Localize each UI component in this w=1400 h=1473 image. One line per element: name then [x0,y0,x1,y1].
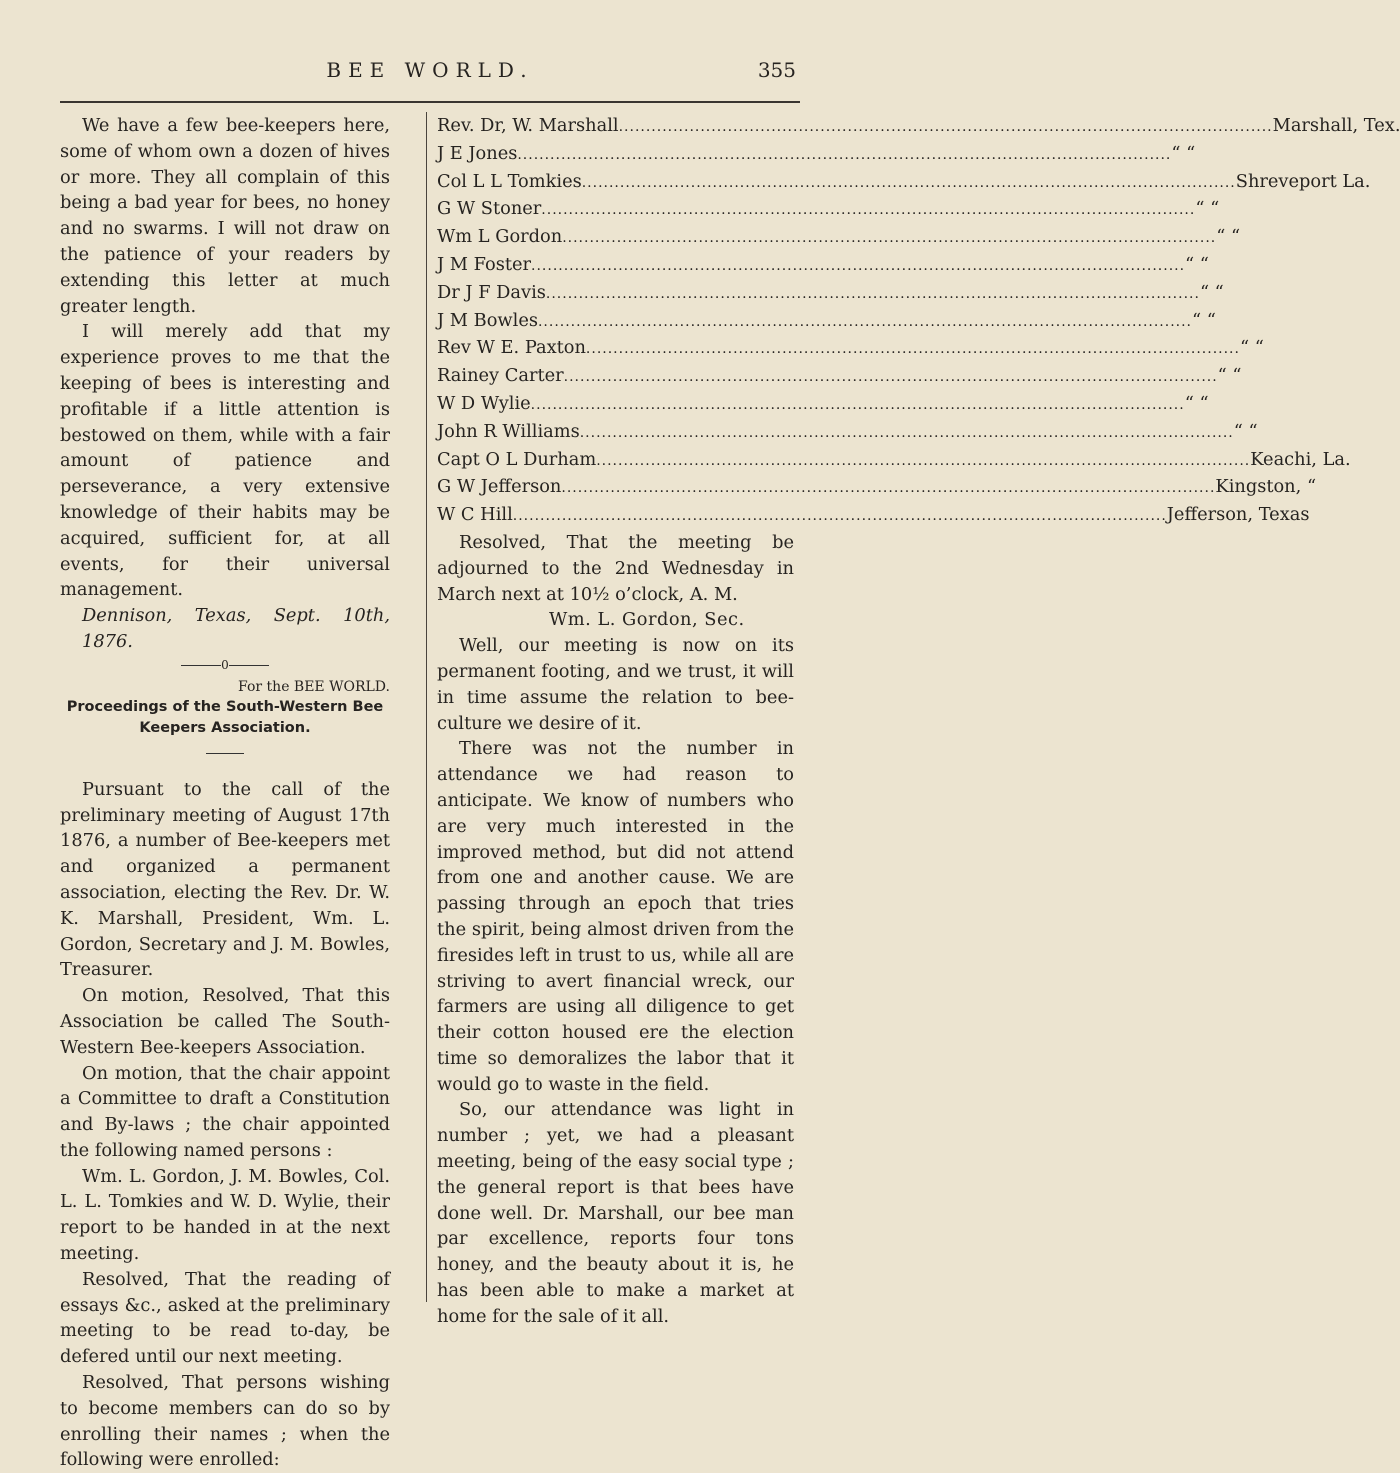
leader-dots: ........................................................................................................................ [563,369,1218,386]
closing-paragraph: So, our attendance was light in number ; yet, we had a pleasant meeting, being of the easy social type ; the general report is that bees have done well. Dr. Marshall, our bee man par excellence, reports four tons honey, and the beauty about it is, he has been able to make a market at home for the sale of it all. [437,1099,794,1327]
member-name: Capt O L Durham [437,448,597,470]
member-place: Jefferson, Texas [1166,504,1310,526]
leader-dots: ........................................................................................................................ [581,174,1236,191]
header-rule [60,101,800,103]
roster-row [437,308,1216,336]
leader-dots: ........................................................................................................................ [585,341,1240,358]
member-place: “ “ [1216,226,1241,248]
member-place: Kingston, “ [1215,476,1317,498]
leader-dots: ........................................................................................................................ [561,480,1216,497]
article-paragraph: Pursuant to the call of the preliminary meeting of August 17th 1876, a number of Bee-keepers met and organized a permanent association, electing the Rev. Dr. W. K. Marshall, President, Wm. L. Gordon, Secretary and J. M. Bowles, Treasurer. [60,778,390,981]
secretary-signature: Wm. L. Gordon, Sec. [549,609,745,631]
roster-row [437,363,1242,391]
roster-row [437,224,1241,252]
article-paragraph: Resolved, That persons wishing to become members can do so by enrolling their names ; when the following were enrolled: [60,1372,390,1471]
letter-paragraph: We have a few bee-keepers here, some of whom own a dozen of hives or more. They all complain of this being a bad year for bees, no honey and no swarms. I will not draw on the patience of your readers by extending this letter at much greater length. [60,115,390,317]
source-note: For the BEE WORLD. [238,678,390,695]
member-name: Col L L Tomkies [437,170,582,192]
member-place: Keachi, La. [1250,448,1351,470]
leader-dots: ........................................................................................................................ [562,230,1217,247]
member-name: Rev W E. Paxton [437,337,586,359]
roster-row [437,391,1209,419]
member-name: Dr J F Davis [437,281,546,303]
member-place: “ “ [1184,392,1209,414]
member-place: “ “ [1185,253,1209,275]
member-place: “ “ [1217,365,1242,387]
article-paragraph: Wm. L. Gordon, J. M. Bowles, Col. L. L. Tomkies and W. D. Wylie, their report to be handed in at the next meeting. [60,1165,390,1265]
member-name: W D Wylie [437,392,531,414]
member-name: John R Williams [437,420,580,442]
running-title: BEE WORLD. [326,58,534,82]
right-column [437,113,1400,1330]
member-name: G W Stoner [437,198,542,220]
member-name: G W Jefferson [437,476,562,498]
member-roster [437,113,1400,530]
closing-paragraph: Well, our meeting is now on its permanent footing, and we trust, it will in time assume the relation to bee-culture we desire of it. [437,635,794,734]
adjournment-paragraph: Resolved, That the meeting be adjourned to the 2nd Wednesday in March next at 10½ o’clock, A. M. [437,531,794,605]
leader-dots: ........................................................................................................................ [545,285,1200,302]
member-place: Shreveport La. [1235,170,1371,192]
closing-paragraph: There was not the number in attendance we had reason to anticipate. We know of numbers who are very much interested in the improved method, but did not attend from one and another cause. We are passing through an epoch that tries the spirit, being almost driven from the firesides left in trust to us, while all are striving to avert financial wreck, our farmers are using all diligence to get their cotton housed ere the election time so demoralizes the labor that it would go to waste in the field. [437,738,794,1095]
member-name: J E Jones [437,142,518,164]
roster-row [437,196,1220,224]
letter-signature-line: Dennison, Texas, Sept. 10th, 1876. [82,605,390,652]
member-place: Marshall, Tex. [1272,115,1400,136]
leader-dots: ........................................................................................................................ [517,146,1172,163]
leader-dots: ........................................................................................................................ [531,257,1186,274]
separator-line [229,665,269,666]
roster-row [437,335,1264,363]
article-heading: Proceedings of the South-Western Bee Keepers Association. [66,698,384,736]
leader-dots: ........................................................................................................................ [541,202,1196,219]
heading-rule [206,753,244,754]
roster-row [437,280,1224,308]
roster-row [437,419,1258,447]
member-place: “ “ [1199,281,1224,303]
left-column [60,113,390,1473]
article-paragraph: On motion, Resolved, That this Association be called The South-Western Bee-keepers Association. [60,985,390,1058]
member-name: Rev. Dr, W. Marshall [437,115,619,136]
article-paragraph: Resolved, That the reading of essays &c., asked at the preliminary meeting to be read to-day, be defered until our next meeting. [60,1268,390,1368]
column-rule [426,112,427,1302]
page-header [60,58,800,88]
leader-dots: ........................................................................................................................ [512,508,1167,525]
member-place: “ “ [1192,309,1216,331]
member-name: J M Foster [437,253,532,275]
roster-row [437,474,1317,502]
roster-row [437,502,1310,530]
roster-row [437,252,1209,280]
member-name: W C Hill [437,504,513,526]
member-name: J M Bowles [437,309,538,331]
member-place: “ “ [1195,198,1220,220]
leader-dots: ........................................................................................................................ [596,452,1251,469]
letter-paragraph: I will merely add that my experience proves to me that the keeping of bees is interesting and profitable if a little attention is bestowed on them, while with a fair amount of patience and perseverance, a very extensive knowledge of their habits may be acquired, sufficient for, at all events, for their universal management. [60,321,390,601]
roster-row [437,113,1400,141]
member-place: “ “ [1233,420,1258,442]
leader-dots: ........................................................................................................................ [530,396,1185,413]
separator-line [181,665,221,666]
member-place: “ “ [1171,142,1196,164]
roster-row [437,447,1351,475]
roster-row [437,169,1371,197]
section-separator [60,655,390,677]
leader-dots: ........................................................................................................................ [579,424,1234,441]
member-name: Rainey Carter [437,365,564,387]
leader-dots: ........................................................................................................................ [618,119,1273,135]
roster-row [437,141,1196,169]
leader-dots: ........................................................................................................................ [537,313,1192,330]
page-number: 355 [757,58,796,82]
member-name: Wm L Gordon [437,226,563,248]
separator-mark: 0 [221,657,229,672]
member-place: “ “ [1239,337,1264,359]
article-paragraph: On motion, that the chair appoint a Committee to draft a Constitution and By-laws ; the chair appointed the following named persons : [60,1062,390,1161]
